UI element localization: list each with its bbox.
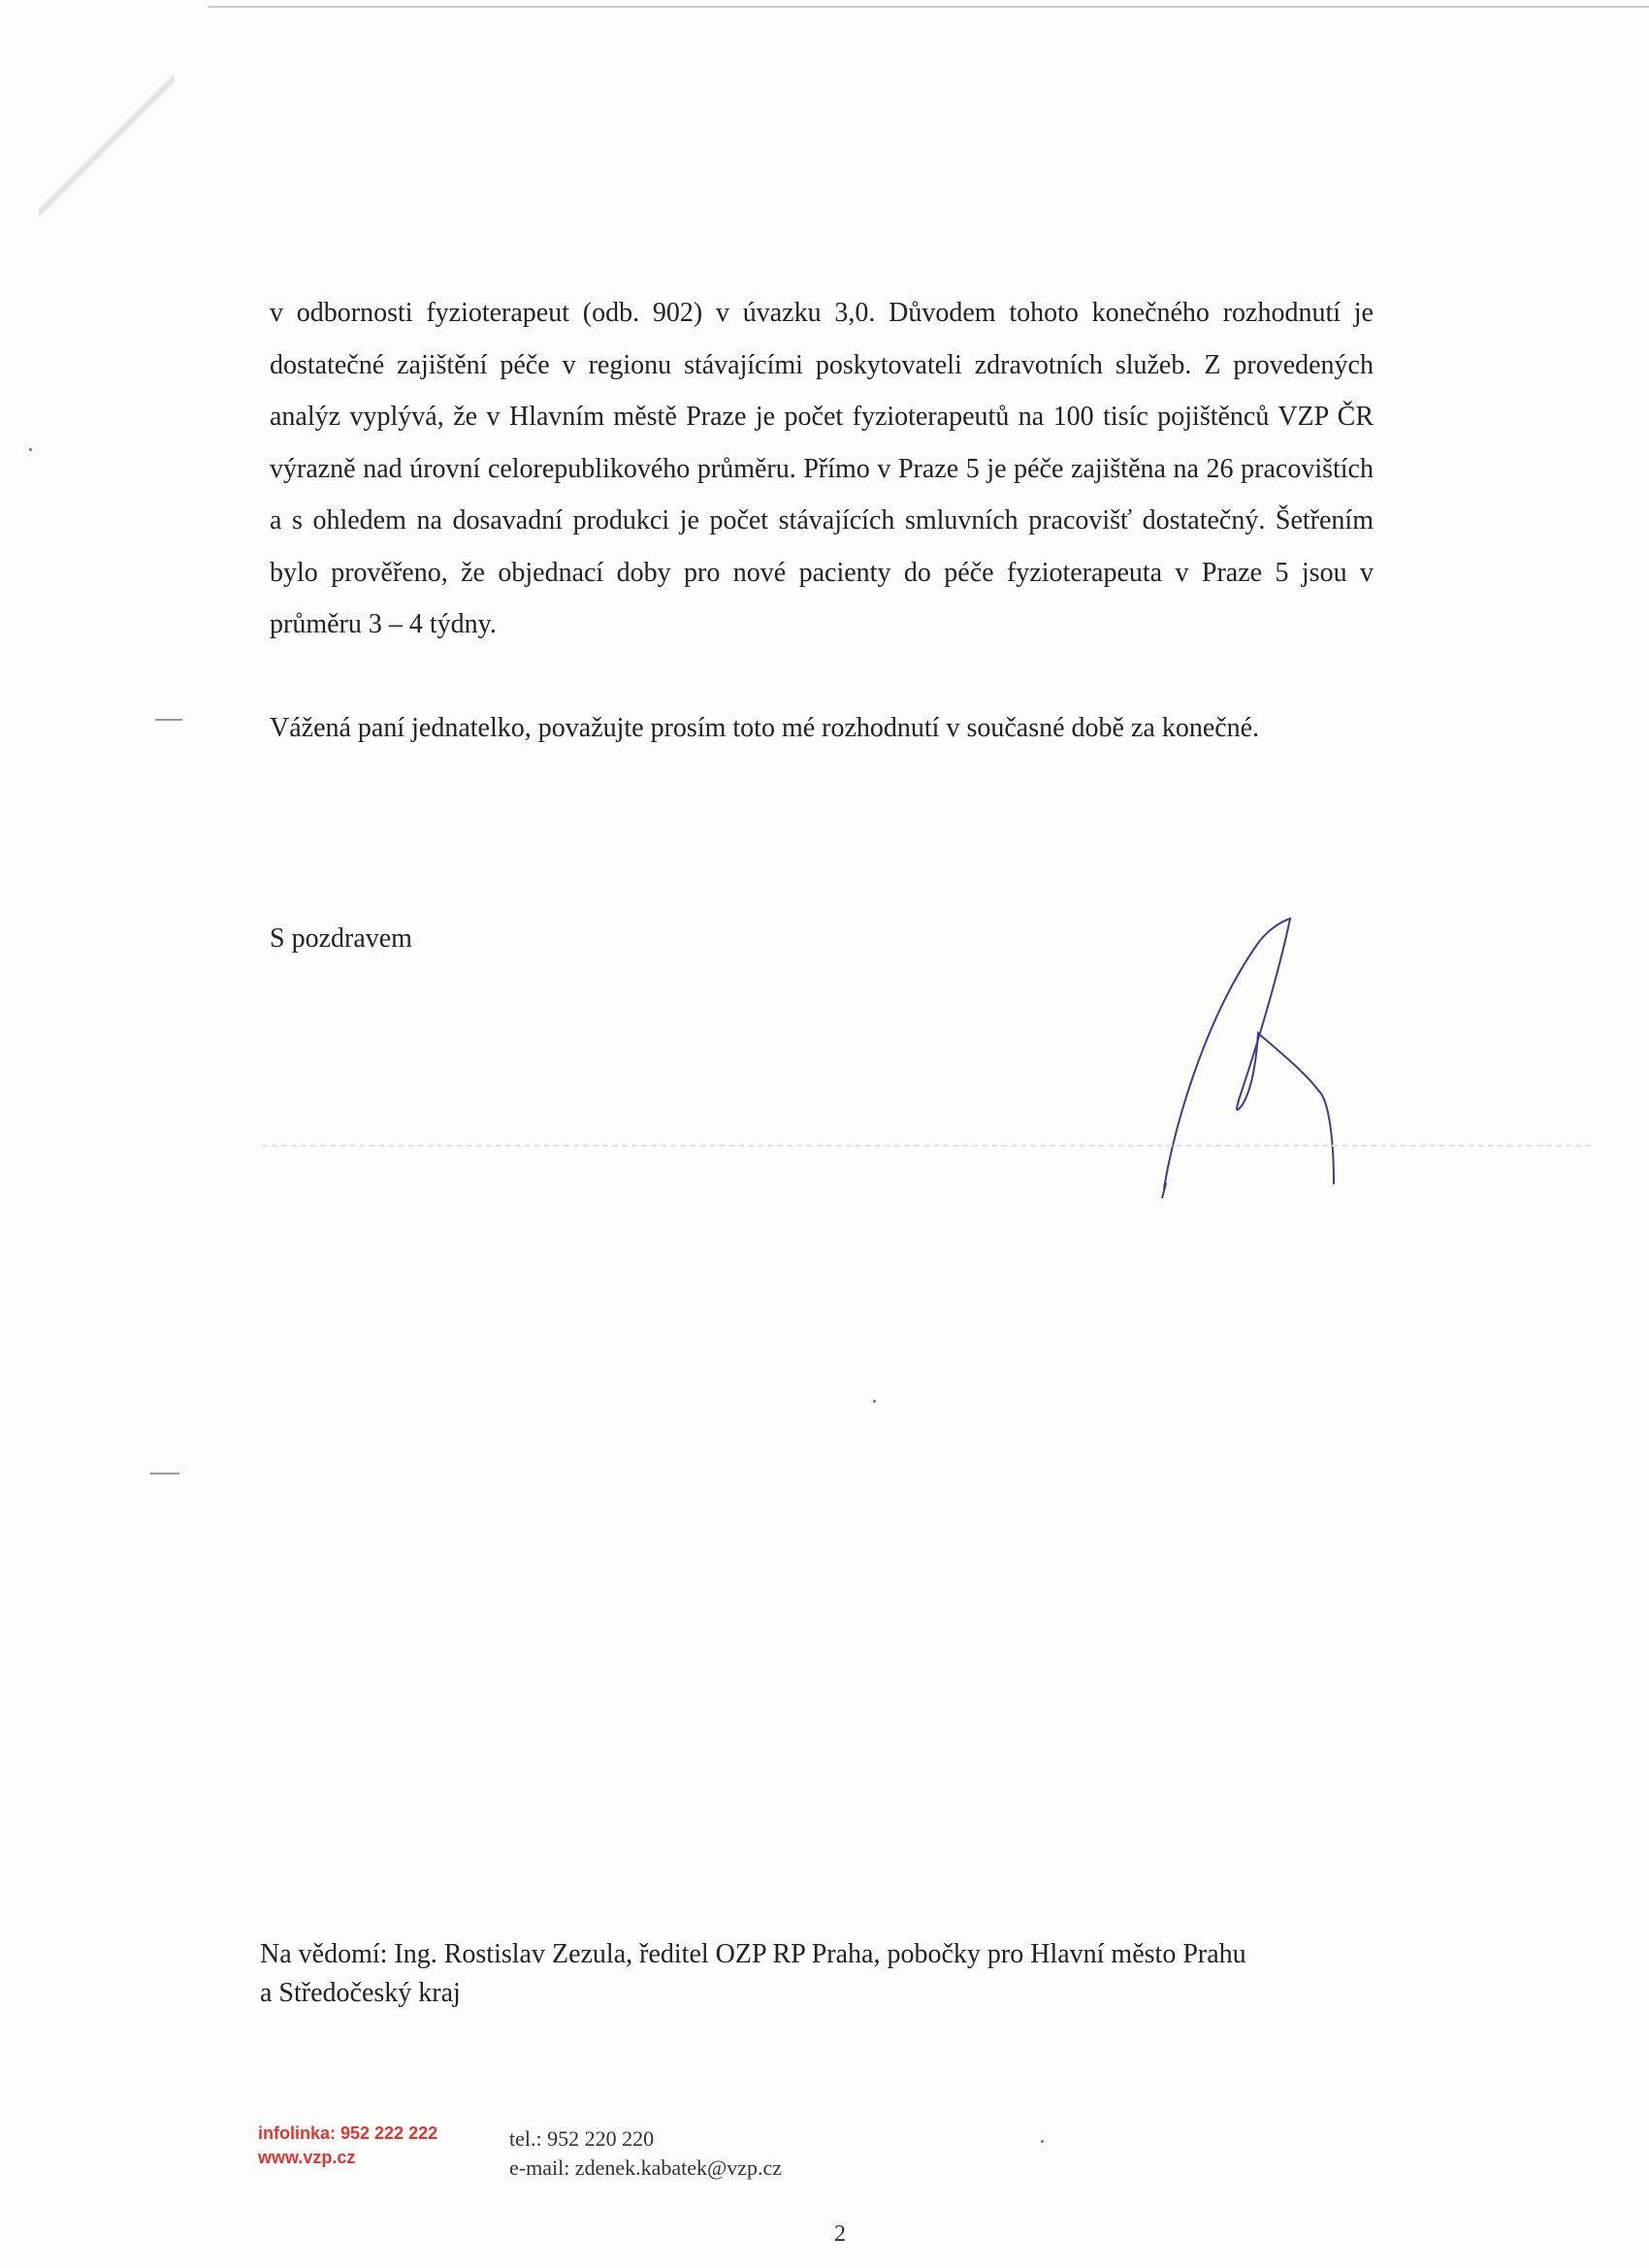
letter-body bbox=[270, 287, 1374, 651]
page-number: 2 bbox=[834, 2221, 846, 2247]
website-text: www.vzp.cz bbox=[258, 2148, 356, 2167]
email-text: e-mail: zdenek.kabatek@vzp.cz bbox=[509, 2155, 783, 2180]
closing-line: Vážená paní jednatelko, považujte prosím toto mé rozhodnutí v současné době za konečné. bbox=[270, 713, 1260, 743]
scan-speck bbox=[29, 448, 32, 451]
cc-note bbox=[260, 1935, 1395, 2013]
paper-fold-shadow bbox=[39, 49, 175, 243]
margin-mark bbox=[150, 1473, 179, 1474]
footer-contact bbox=[258, 2122, 437, 2170]
signature-stroke bbox=[1164, 919, 1334, 1188]
cc-line: a Středočeský kraj bbox=[260, 1978, 461, 2008]
cc-line: Na vědomí: Ing. Rostislav Zezula, ředitel OZP RP Praha, pobočky pro Hlavní město Prahu bbox=[260, 1939, 1246, 1969]
scan-top-edge bbox=[209, 6, 1649, 8]
footer-office bbox=[509, 2124, 782, 2183]
infoline-text: infolinka: 952 222 222 bbox=[258, 2123, 438, 2143]
body-paragraph: v odbornosti fyzioterapeut (odb. 902) v úvazku 3,0. Důvodem tohoto konečného rozhodnutí je dostatečné zajištění péče v regionu stávajícími poskytovateli zdravotních služeb. Z provedených analýz vyplývá, že v Hlavním městě Praze je počet fyzioterapeutů na 100 tisíc pojištěnců VZP ČR výrazně nad úrovní celorepublikového průměru. Přímo v Praze 5 je péče zajištěna na 26 pracovištích a s ohledem na dosavadní produkci je počet stávajících smluvních pracovišť dostatečný. Šetřením bylo prověřeno, že objednací doby pro nové pacienty do péče fyzioterapeuta v Praze 5 jsou v průměru 3 – 4 týdny. bbox=[270, 298, 1374, 639]
scan-speck bbox=[873, 1400, 876, 1403]
scan-speck bbox=[1041, 2140, 1044, 2143]
margin-mark bbox=[155, 719, 182, 721]
signature-image bbox=[1145, 907, 1358, 1198]
faint-dashed-rule bbox=[262, 1145, 1591, 1147]
salutation: S pozdravem bbox=[270, 923, 412, 954]
phone-text: tel.: 952 220 220 bbox=[509, 2126, 655, 2151]
